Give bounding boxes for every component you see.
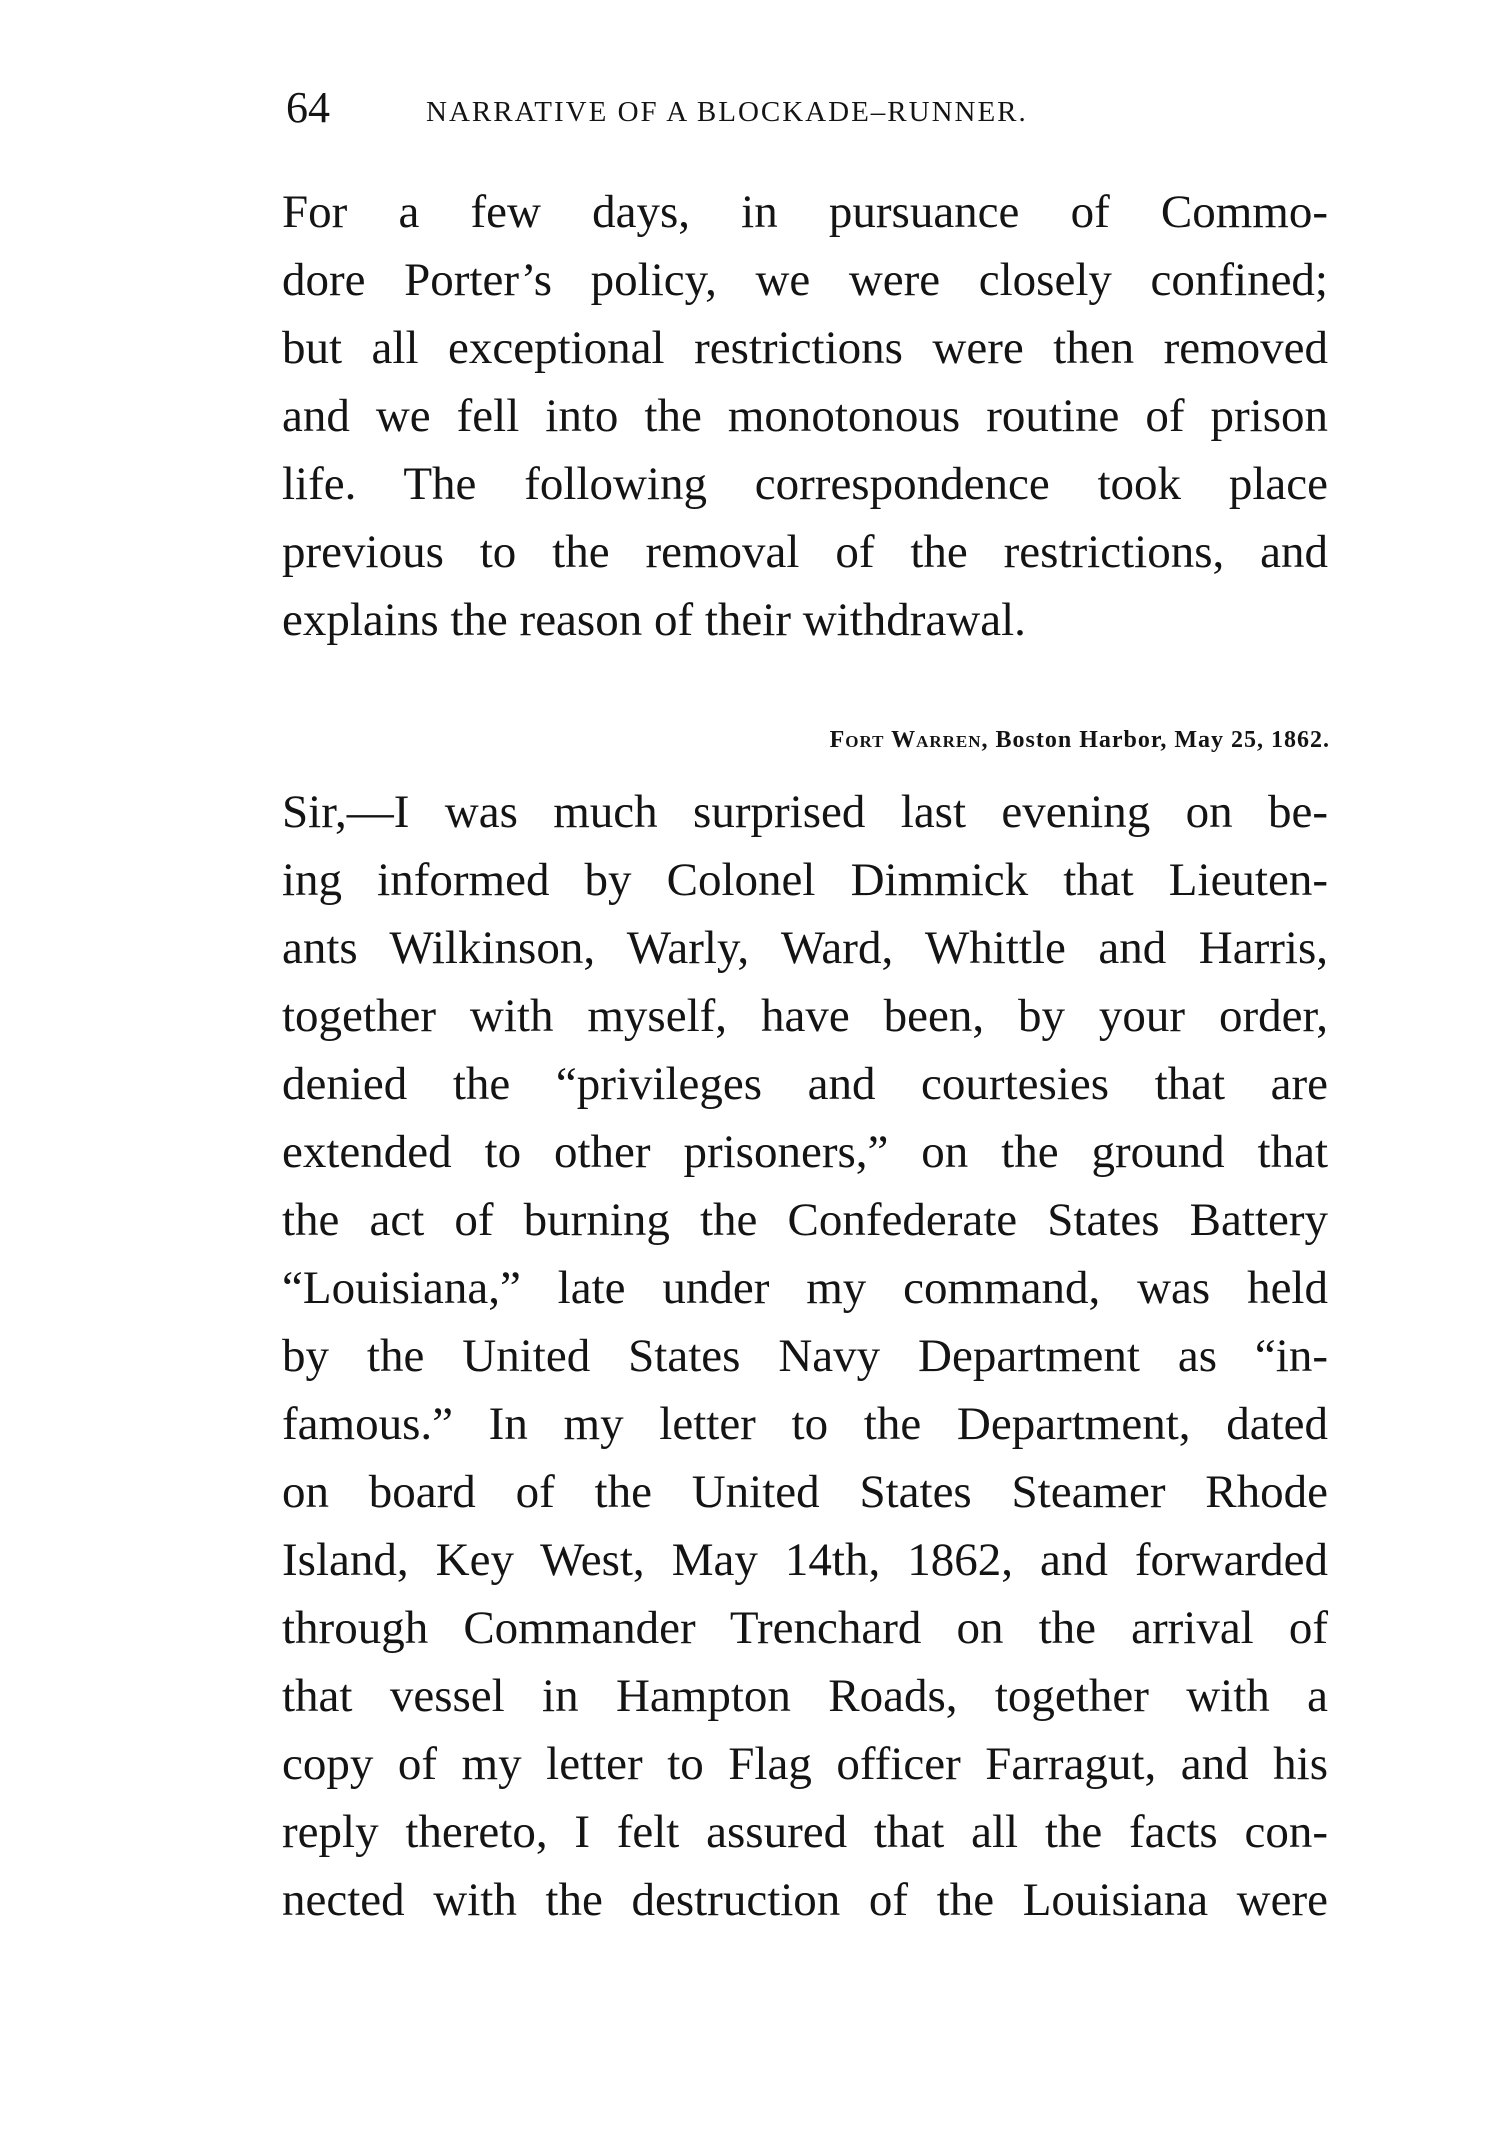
text-line: famous.” In my letter to the Department, dated bbox=[282, 1398, 1328, 1450]
running-title: NARRATIVE OF A BLOCKADE–RUNNER. bbox=[426, 96, 1028, 128]
letter-dateline bbox=[640, 722, 1330, 758]
text-line: by the United States Navy Department as “in- bbox=[282, 1330, 1328, 1382]
page-header bbox=[286, 78, 1326, 138]
text-line: copy of my letter to Flag officer Farragut, and his bbox=[282, 1738, 1328, 1790]
text-line: explains the reason of their withdrawal. bbox=[282, 594, 1026, 646]
page-number: 64 bbox=[286, 83, 330, 132]
text-line: and we fell into the monotonous routine of prison bbox=[282, 390, 1328, 442]
text-line: that vessel in Hampton Roads, together with a bbox=[282, 1670, 1328, 1722]
text-line: together with myself, have been, by your order, bbox=[282, 990, 1328, 1042]
text-line: extended to other prisoners,” on the ground that bbox=[282, 1126, 1328, 1178]
text-line: ing informed by Colonel Dimmick that Lieuten- bbox=[282, 854, 1328, 906]
dateline-place: Fort Warren, bbox=[829, 727, 989, 753]
text-line: on board of the United States Steamer Rhode bbox=[282, 1466, 1328, 1518]
text-line: the act of burning the Confederate States Battery bbox=[282, 1194, 1328, 1246]
text-line: Island, Key West, May 14th, 1862, and forwarded bbox=[282, 1534, 1328, 1586]
text-line: reply thereto, I felt assured that all the facts con- bbox=[282, 1806, 1328, 1858]
dateline-rest: Boston Harbor, May 25, 1862. bbox=[988, 727, 1330, 753]
text-line: through Commander Trenchard on the arrival of bbox=[282, 1602, 1328, 1654]
text-line: dore Porter’s policy, we were closely confined; bbox=[282, 254, 1328, 306]
paragraph-intro bbox=[282, 178, 1328, 654]
text-line: life. The following correspondence took place bbox=[282, 458, 1328, 510]
text-line: For a few days, in pursuance of Commo- bbox=[282, 186, 1328, 238]
text-line: denied the “privileges and courtesies that are bbox=[282, 1058, 1328, 1110]
text-line: nected with the destruction of the Louisiana were bbox=[282, 1874, 1328, 1926]
letter-body bbox=[282, 778, 1328, 1934]
text-line: Sir,—I was much surprised last evening on be- bbox=[282, 786, 1328, 838]
text-line: but all exceptional restrictions were then removed bbox=[282, 322, 1328, 374]
text-line: “Louisiana,” late under my command, was held bbox=[282, 1262, 1328, 1314]
text-line: previous to the removal of the restrictions, and bbox=[282, 526, 1328, 578]
text-line: ants Wilkinson, Warly, Ward, Whittle and Harris, bbox=[282, 922, 1328, 974]
